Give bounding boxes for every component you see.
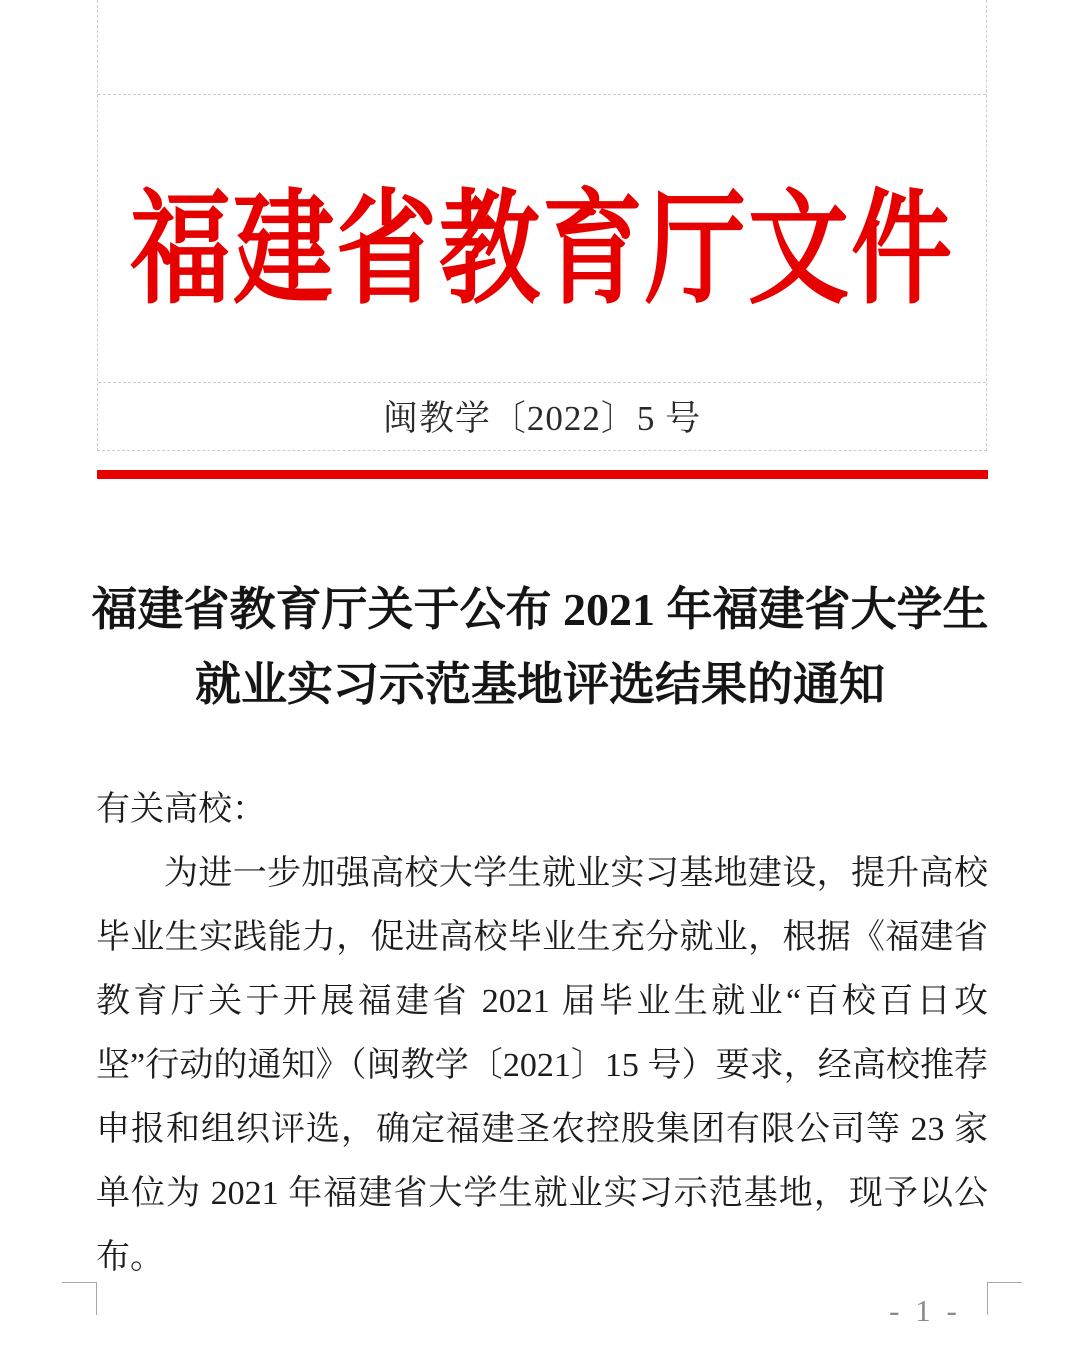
letterhead-frame — [97, 0, 987, 451]
agency-banner-text: 福建省教育厅文件 — [129, 181, 954, 319]
document-title — [0, 572, 1080, 722]
document-body — [96, 778, 988, 1290]
page-number: - 1 - — [889, 1293, 961, 1328]
salutation: 有关高校： — [96, 791, 266, 828]
letterhead-top-space — [98, 0, 986, 95]
page-corner-mark-left — [62, 1282, 97, 1315]
agency-banner-section — [98, 95, 986, 383]
document-title-line1: 福建省教育厅关于公布 2021 年福建省大学生 — [91, 584, 989, 635]
issue-number-text: 闽教学〔2022〕5 号 — [382, 399, 702, 438]
issue-number-section — [98, 383, 986, 449]
red-separator-rule — [97, 470, 988, 479]
body-paragraph: 为进一步加强高校大学生就业实习基地建设，提升高校毕业生实践能力，促进高校毕业生充分就业，根据《福建省教育厅关于开展福建省 2021 届毕业生就业“百校百日攻坚”行动的通知》（闽教学〔2021〕15 号）要求，经高校推荐申报和组织评选，确定福建圣农控股集团有限公司等 23 家单位为 2021 年福建省大学生就业实习示范基地，现予以公布。 — [96, 855, 988, 1276]
document-title-line2: 就业实习示范基地评选结果的通知 — [195, 659, 885, 710]
